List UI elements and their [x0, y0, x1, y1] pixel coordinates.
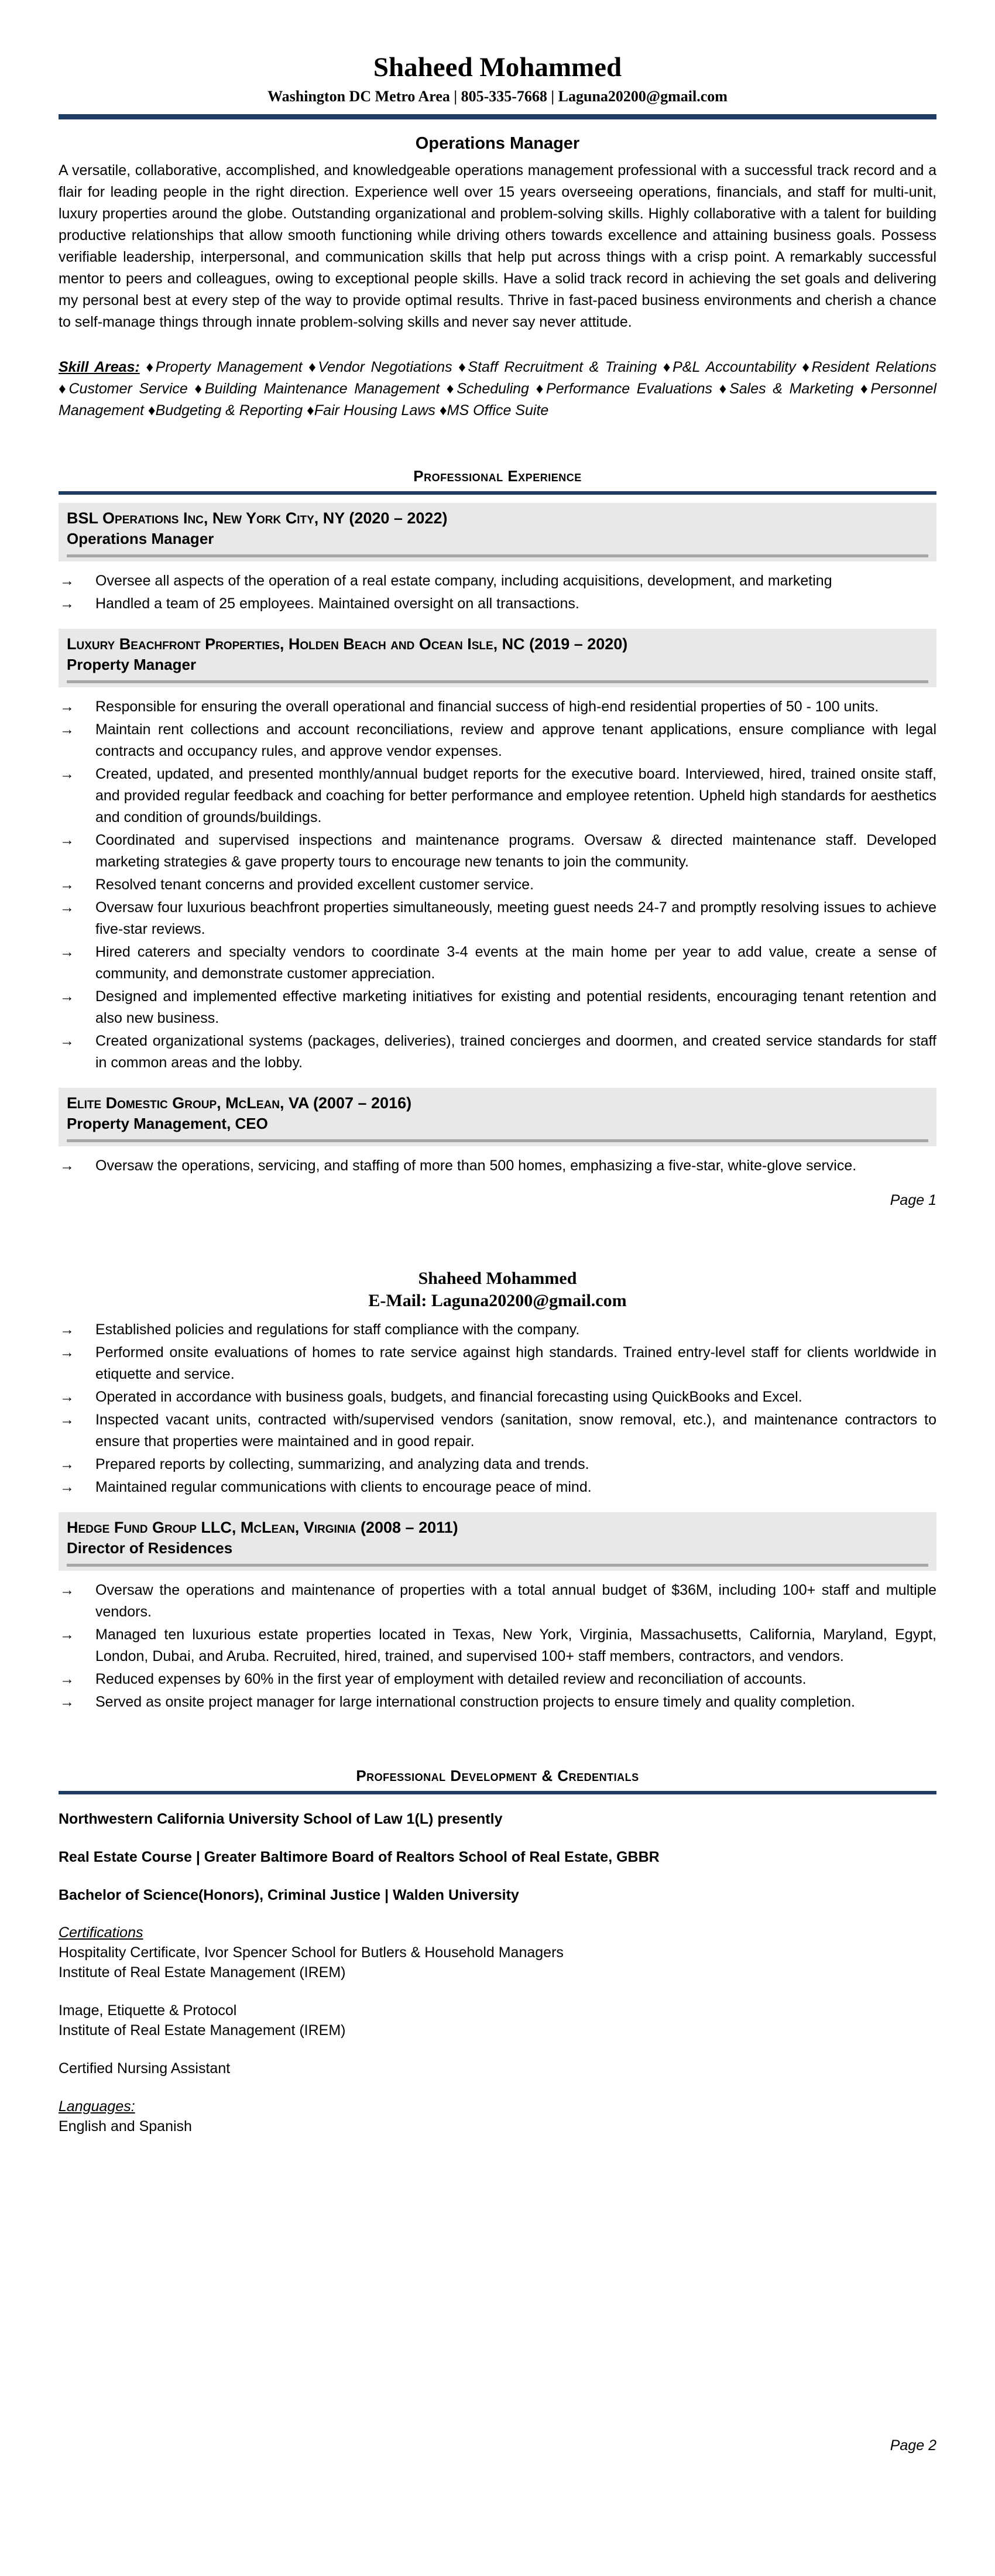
bullet-item [59, 719, 936, 762]
bullet-item [59, 874, 936, 896]
bullet-item [59, 593, 936, 615]
bullet-text: Served as onsite project manager for large international construction projects to ensure timely and quality completion. [95, 1694, 855, 1710]
bullet-text: Coordinated and supervised inspections and maintenance programs. Oversaw & directed maintenance staff. Developed marketing strategies & gave property tours to encourage new tenants to join the community. [95, 832, 936, 870]
certification-line: Institute of Real Estate Management (IREM) [59, 2022, 346, 2039]
page-2-label: Page 2 [890, 2437, 936, 2454]
languages-value: English and Spanish [59, 2118, 192, 2135]
job-bullet-list-continued [59, 1319, 936, 1498]
candidate-name: Shaheed Mohammed [373, 52, 622, 83]
education-line: Northwestern California University School of Law 1(L) presently [59, 1811, 503, 1827]
arrow-bullet-icon: → [60, 1412, 74, 1428]
bullet-text: Managed ten luxurious estate properties located in Texas, New York, Virginia, Massachusetts, California, Maryland, Egypt, London, Dubai, and Aruba. Recruited, hired, trained, and supervised 100+ staff members, contractors, and vendors. [95, 1626, 936, 1664]
bullet-text: Prepared reports by collecting, summarizing, and analyzing data and trends. [95, 1456, 589, 1472]
bullet-text: Reduced expenses by 60% in the first year of employment with detailed review and reconciliation of accounts. [95, 1671, 807, 1687]
header-divider [59, 114, 936, 119]
job-role: Property Management, CEO [67, 1115, 268, 1132]
bullet-item [59, 1691, 936, 1713]
section-divider [59, 491, 936, 495]
section-title-professional-experience: Professional Experience [413, 467, 582, 485]
arrow-bullet-icon: → [60, 876, 74, 893]
summary-paragraph: A versatile, collaborative, accomplished, and knowledgeable operations management professional with a successful track record and a flair for leading people in the right direction. Experience well over 15 years overseeing operations, financials, and staff for multi-unit, luxury properties around the globe. Outstanding organizational and problem-solving skills. Highly collaborative with a talent for building productive relationships that allow smooth functioning while driving others towards excellence and attaining business goals. Possess verifiable leadership, interpersonal, and communication skills that help put across things with a crisp point. A remarkably successful mentor to peers and colleagues, owing to exceptional people skills. Have a solid track record in achieving the set goals and delivering my personal best at every step of the way to provide optimal results. Thrive in fast-paced business environments and cherish a chance to self-manage things through innate problem-solving skills and never say never attitude. [59, 162, 936, 330]
bullet-item [59, 1409, 936, 1453]
bullet-item [59, 897, 936, 940]
job-company: Hedge Fund Group LLC, McLean, Virginia (2008 – 2011) [67, 1519, 458, 1536]
arrow-bullet-icon: → [60, 573, 74, 589]
page-1-label: Page 1 [890, 1192, 936, 1208]
arrow-bullet-icon: → [60, 766, 74, 782]
arrow-bullet-icon: → [60, 1694, 74, 1710]
languages-label: Languages: [59, 2098, 135, 2115]
job-bullet-list [59, 1155, 936, 1177]
bullet-item [59, 830, 936, 873]
bullet-item [59, 1477, 936, 1498]
arrow-bullet-icon: → [60, 1671, 74, 1687]
job-bullet-list [59, 570, 936, 615]
bullet-text: Resolved tenant concerns and provided excellent customer service. [95, 876, 534, 893]
arrow-bullet-icon: → [60, 1033, 74, 1049]
arrow-bullet-icon: → [60, 595, 74, 612]
bullet-item [59, 1386, 936, 1408]
certifications-section [59, 1923, 936, 2136]
job-bullet-list [59, 1580, 936, 1713]
bullet-text: Created organizational systems (packages, deliveries), trained concierges and doormen, and created service standards for staff in common areas and the lobby. [95, 1033, 936, 1071]
bullet-text: Hired caterers and specialty vendors to coordinate 3-4 events at the main home per year to add value, create a sense of community, and demonstrate customer appreciation. [95, 944, 936, 982]
job-header-box [59, 1512, 936, 1571]
section-title-professional-development: Professional Development & Credentials [356, 1767, 639, 1784]
job-header-box [59, 503, 936, 561]
certification-line: Institute of Real Estate Management (IREM) [59, 1964, 346, 1981]
bullet-item [59, 1030, 936, 1074]
job-header-rule [67, 554, 928, 557]
job-company: Luxury Beachfront Properties, Holden Beach and Ocean Isle, NC (2019 – 2020) [67, 635, 628, 653]
bullet-text: Handled a team of 25 employees. Maintained oversight on all transactions. [95, 595, 579, 612]
bullet-item [59, 1454, 936, 1475]
page-2-email: E-Mail: Laguna20200@gmail.com [368, 1291, 627, 1310]
education-line: Bachelor of Science(Honors), Criminal Justice | Walden University [59, 1887, 519, 1903]
bullet-text: Operated in accordance with business goals, budgets, and financial forecasting using QuickBooks and Excel. [95, 1389, 802, 1405]
bullet-text: Oversaw four luxurious beachfront properties simultaneously, meeting guest needs 24-7 and promptly resolving issues to achieve five-star reviews. [95, 899, 936, 937]
bullet-item [59, 1624, 936, 1667]
bullet-item [59, 941, 936, 985]
education-section [59, 1808, 936, 1906]
arrow-bullet-icon: → [60, 1479, 74, 1495]
job-header-rule [67, 1139, 928, 1142]
bullet-text: Oversee all aspects of the operation of a real estate company, including acquisitions, development, and marketing [95, 573, 832, 589]
bullet-text: Established policies and regulations for staff compliance with the company. [95, 1321, 580, 1338]
bullet-text: Oversaw the operations and maintenance of properties with a total annual budget of $36M, including 100+ staff and multiple vendors. [95, 1582, 936, 1620]
contact-line: Washington DC Metro Area | 805-335-7668 | Laguna20200@gmail.com [267, 88, 728, 105]
bullet-item [59, 1319, 936, 1341]
job-header-box [59, 1088, 936, 1146]
arrow-bullet-icon: → [60, 1389, 74, 1405]
job-block-luxury-beachfront [59, 629, 936, 1074]
certification-line: Image, Etiquette & Protocol [59, 2002, 237, 2019]
arrow-bullet-icon: → [60, 721, 74, 738]
skill-areas [59, 357, 936, 422]
job-company: Elite Domestic Group, McLean, VA (2007 – 2016) [67, 1094, 412, 1112]
arrow-bullet-icon: → [60, 1626, 74, 1643]
job-role: Operations Manager [67, 530, 214, 547]
bullet-item [59, 696, 936, 718]
arrow-bullet-icon: → [60, 1582, 74, 1598]
bullet-text: Created, updated, and presented monthly/annual budget reports for the executive board. Interviewed, hired, trained onsite staff, and provided regular feedback and coaching for better performance and employee retention. Upheld high standards for aesthetics and condition of grounds/buildings. [95, 766, 936, 825]
job-bullet-list [59, 696, 936, 1074]
job-block-hedge-fund [59, 1512, 936, 1713]
arrow-bullet-icon: → [60, 832, 74, 848]
skill-areas-label: Skill Areas: [59, 359, 140, 375]
certification-line: Certified Nursing Assistant [59, 2060, 231, 2077]
document-title: Operations Manager [415, 134, 580, 153]
bullet-item [59, 1580, 936, 1623]
bullet-item [59, 1342, 936, 1385]
job-header-rule [67, 1564, 928, 1567]
page-2-name: Shaheed Mohammed [418, 1269, 577, 1288]
arrow-bullet-icon: → [60, 1344, 74, 1361]
bullet-item [59, 1669, 936, 1690]
job-header-rule [67, 680, 928, 683]
arrow-bullet-icon: → [60, 1157, 74, 1174]
arrow-bullet-icon: → [60, 1456, 74, 1472]
bullet-text: Oversaw the operations, servicing, and staffing of more than 500 homes, emphasizing a five-star, white-glove service. [95, 1157, 857, 1174]
job-block-bsl [59, 503, 936, 615]
arrow-bullet-icon: → [60, 899, 74, 916]
section-divider [59, 1791, 936, 1794]
bullet-text: Maintained regular communications with clients to encourage peace of mind. [95, 1479, 592, 1495]
bullet-text: Responsible for ensuring the overall operational and financial success of high-end residential properties of 50 - 100 units. [95, 698, 879, 715]
job-block-elite-domestic [59, 1088, 936, 1177]
job-header-box [59, 629, 936, 687]
bullet-item [59, 570, 936, 592]
certifications-label: Certifications [59, 1924, 143, 1941]
job-role: Property Manager [67, 656, 197, 673]
skill-areas-list: ♦Property Management ♦Vendor Negotiations ♦Staff Recruitment & Training ♦P&L Accountability ♦Resident Relations ♦Customer Service ♦Building Maintenance Management ♦Scheduling ♦Performance Evaluations ♦Sales & Marketing ♦Personnel Management ♦Budgeting & Reporting ♦Fair Housing Laws ♦MS Office Suite [59, 359, 936, 419]
arrow-bullet-icon: → [60, 698, 74, 715]
arrow-bullet-icon: → [60, 944, 74, 960]
arrow-bullet-icon: → [60, 988, 74, 1005]
arrow-bullet-icon: → [60, 1321, 74, 1338]
education-line: Real Estate Course | Greater Baltimore Board of Realtors School of Real Estate, GBBR [59, 1849, 660, 1865]
job-role: Director of Residences [67, 1539, 233, 1557]
bullet-text: Inspected vacant units, contracted with/supervised vendors (sanitation, snow removal, etc.), and maintenance contractors to ensure that properties were maintained and in good repair. [95, 1412, 936, 1450]
bullet-text: Designed and implemented effective marketing initiatives for existing and potential residents, encouraging tenant retention and also new business. [95, 988, 936, 1026]
certification-line: Hospitality Certificate, Ivor Spencer School for Butlers & Household Managers [59, 1944, 564, 1961]
bullet-item [59, 986, 936, 1029]
bullet-item [59, 763, 936, 828]
bullet-text: Maintain rent collections and account reconciliations, review and approve tenant applications, ensure compliance with legal contracts and occupancy rules, and approve vendor expenses. [95, 721, 936, 759]
job-company: BSL Operations Inc, New York City, NY (2020 – 2022) [67, 509, 448, 527]
bullet-text: Performed onsite evaluations of homes to rate service against high standards. Trained entry-level staff for clients worldwide in etiquette and service. [95, 1344, 936, 1382]
bullet-item [59, 1155, 936, 1177]
